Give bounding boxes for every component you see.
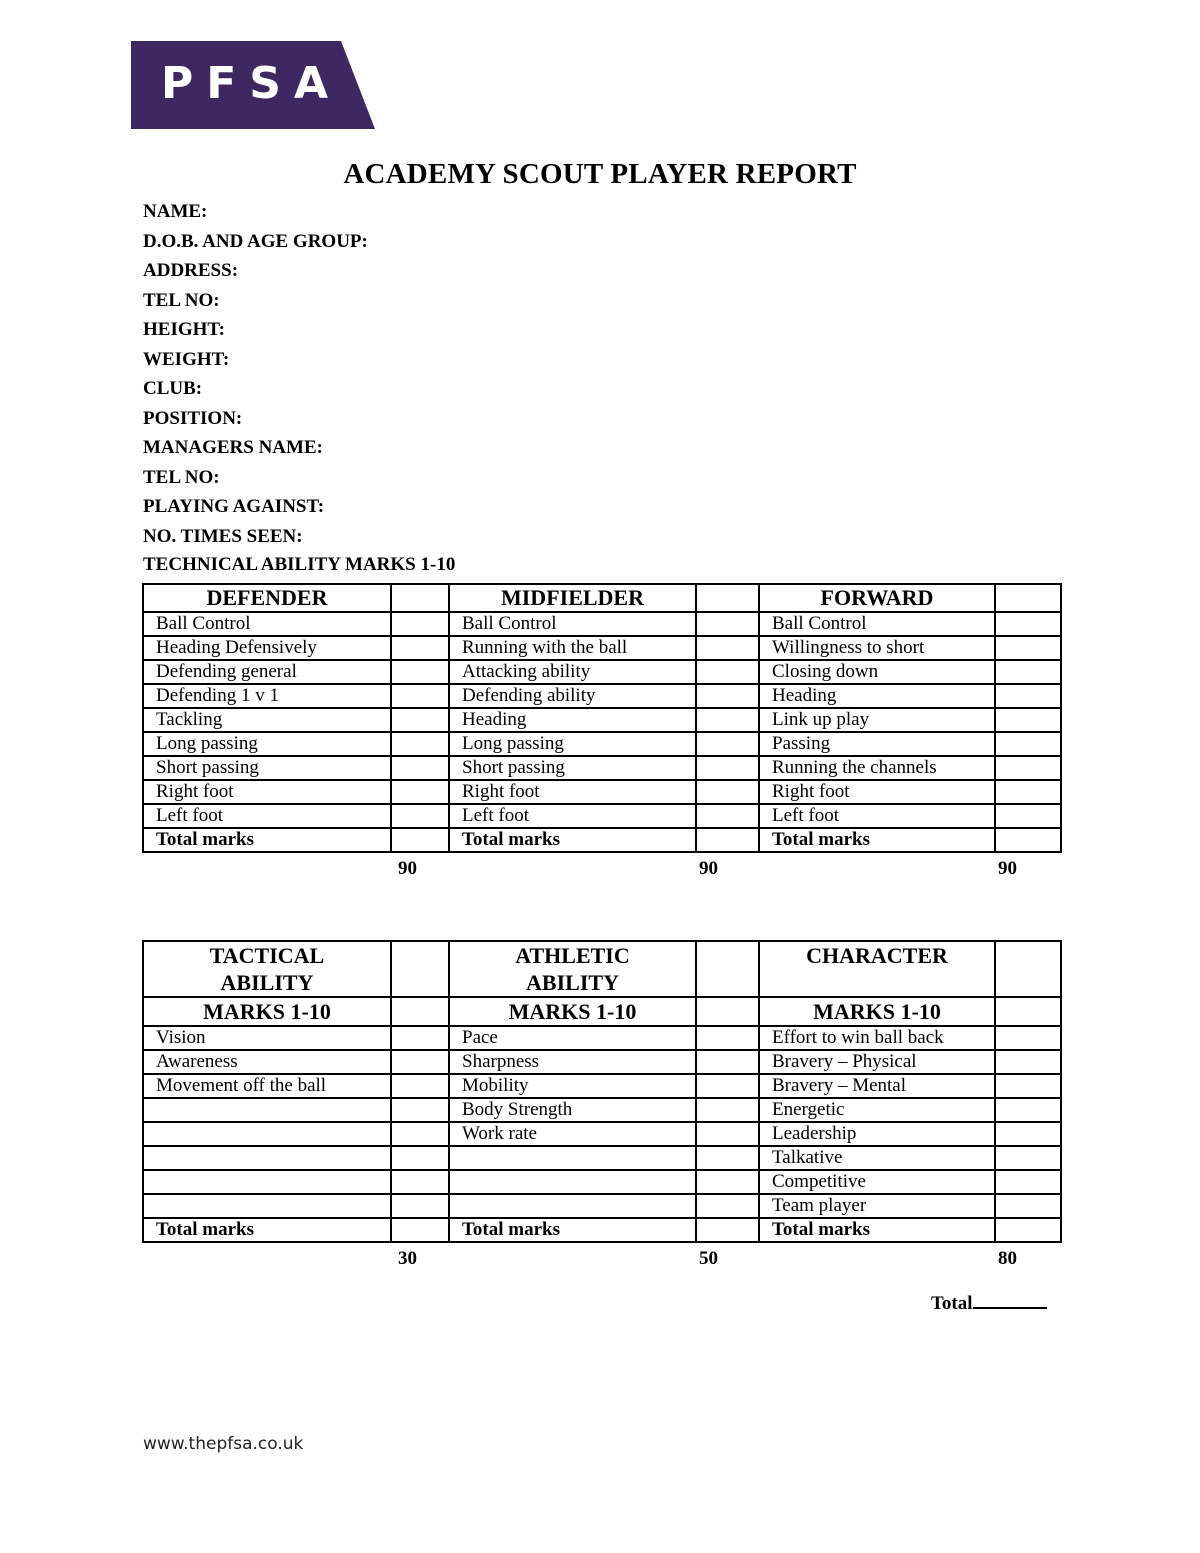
table-row — [143, 1098, 1061, 1122]
criterion-label: Passing — [759, 732, 995, 756]
table-row — [143, 1074, 1061, 1098]
score-cell[interactable] — [696, 1074, 759, 1098]
score-cell[interactable] — [696, 997, 759, 1026]
score-cell[interactable] — [696, 684, 759, 708]
criterion-label: Tackling — [143, 708, 391, 732]
grand-total — [931, 1293, 1047, 1315]
score-cell[interactable] — [391, 780, 449, 804]
criterion-label: Right foot — [759, 780, 995, 804]
criterion-label — [143, 1146, 391, 1170]
total-marks-label: Total marks — [449, 1218, 696, 1242]
criterion-label: Movement off the ball — [143, 1074, 391, 1098]
total-marks-label: Total marks — [759, 828, 995, 852]
score-cell[interactable] — [696, 584, 759, 612]
table-row — [143, 804, 1061, 828]
field-tel-no: TEL NO: — [143, 289, 220, 311]
score-cell[interactable] — [995, 804, 1061, 828]
pfsa-logo — [131, 41, 376, 129]
table-row — [143, 1026, 1061, 1050]
table-row — [143, 1122, 1061, 1146]
max-marks-tactical: 30 — [398, 1248, 417, 1269]
criterion-label: Competitive — [759, 1170, 995, 1194]
criterion-label: Energetic — [759, 1098, 995, 1122]
score-cell[interactable] — [696, 660, 759, 684]
criterion-label: Vision — [143, 1026, 391, 1050]
criterion-label: Defending 1 v 1 — [143, 684, 391, 708]
score-cell[interactable] — [391, 732, 449, 756]
report-title: ACADEMY SCOUT PLAYER REPORT — [343, 158, 857, 190]
technical-ability-table — [142, 583, 1062, 853]
criterion-label: Pace — [449, 1026, 696, 1050]
table-row — [143, 708, 1061, 732]
score-cell[interactable] — [995, 1026, 1061, 1050]
grand-total-blank[interactable] — [973, 1293, 1047, 1309]
header-athletic-ability — [449, 941, 696, 997]
criterion-label: Talkative — [759, 1146, 995, 1170]
header-forward: FORWARD — [759, 584, 995, 612]
criterion-label: Defending general — [143, 660, 391, 684]
table-row — [143, 1146, 1061, 1170]
header-tactical-ability — [143, 941, 391, 997]
field-times-seen: NO. TIMES SEEN: — [143, 525, 303, 547]
criterion-label: Body Strength — [449, 1098, 696, 1122]
criterion-label: Sharpness — [449, 1050, 696, 1074]
total-score-cell[interactable] — [995, 1218, 1061, 1242]
criterion-label — [449, 1170, 696, 1194]
criterion-label: Defending ability — [449, 684, 696, 708]
table-subheader-row — [143, 997, 1061, 1026]
score-cell[interactable] — [995, 941, 1061, 997]
field-position: POSITION: — [143, 407, 243, 429]
score-cell[interactable] — [696, 612, 759, 636]
total-score-cell[interactable] — [995, 828, 1061, 852]
max-marks-forward: 90 — [998, 858, 1017, 879]
score-cell[interactable] — [391, 684, 449, 708]
criterion-label: Ball Control — [143, 612, 391, 636]
score-cell[interactable] — [391, 1050, 449, 1074]
max-marks-athletic: 50 — [699, 1248, 718, 1269]
criterion-label — [449, 1194, 696, 1218]
score-cell[interactable] — [391, 756, 449, 780]
score-cell[interactable] — [391, 1026, 449, 1050]
score-cell[interactable] — [696, 1026, 759, 1050]
score-cell[interactable] — [391, 1098, 449, 1122]
criterion-label: Long passing — [449, 732, 696, 756]
criterion-label — [143, 1194, 391, 1218]
subheader-marks: MARKS 1-10 — [449, 997, 696, 1026]
score-cell[interactable] — [696, 1050, 759, 1074]
criterion-label: Short passing — [449, 756, 696, 780]
score-cell[interactable] — [391, 636, 449, 660]
score-cell[interactable] — [995, 756, 1061, 780]
header-character: CHARACTER — [759, 941, 995, 997]
max-marks-midfielder: 90 — [699, 858, 718, 879]
score-cell[interactable] — [995, 1098, 1061, 1122]
score-cell[interactable] — [696, 1122, 759, 1146]
criterion-label — [143, 1122, 391, 1146]
score-cell[interactable] — [696, 1194, 759, 1218]
score-cell[interactable] — [995, 660, 1061, 684]
criterion-label: Left foot — [143, 804, 391, 828]
field-height: HEIGHT: — [143, 319, 225, 340]
field-weight: WEIGHT: — [143, 348, 230, 370]
score-cell[interactable] — [696, 1098, 759, 1122]
criterion-label: Attacking ability — [449, 660, 696, 684]
score-cell[interactable] — [696, 708, 759, 732]
criterion-label: Closing down — [759, 660, 995, 684]
header-tactical-ability-text: TACTICAL ABILITY — [209, 943, 325, 995]
criterion-label: Left foot — [759, 804, 995, 828]
total-score-cell[interactable] — [391, 1218, 449, 1242]
table-row — [143, 612, 1061, 636]
criterion-label: Heading — [449, 708, 696, 732]
score-cell[interactable] — [995, 1122, 1061, 1146]
score-cell[interactable] — [391, 1074, 449, 1098]
criterion-label: Team player — [759, 1194, 995, 1218]
score-cell[interactable] — [391, 1170, 449, 1194]
other-max-marks-row — [0, 1248, 1200, 1272]
technical-ability-label: TECHNICAL ABILITY MARKS 1-10 — [143, 554, 456, 575]
score-cell[interactable] — [995, 684, 1061, 708]
total-marks-label: Total marks — [759, 1218, 995, 1242]
criterion-label: Right foot — [449, 780, 696, 804]
criterion-label: Willingness to short — [759, 636, 995, 660]
score-cell[interactable] — [696, 941, 759, 997]
criterion-label: Right foot — [143, 780, 391, 804]
score-cell[interactable] — [696, 756, 759, 780]
max-marks-defender: 90 — [398, 858, 417, 879]
criterion-label: Ball Control — [759, 612, 995, 636]
score-cell[interactable] — [391, 1122, 449, 1146]
header-athletic-ability-text: ATHLETIC ABILITY — [515, 943, 630, 995]
total-marks-label: Total marks — [143, 1218, 391, 1242]
subheader-marks: MARKS 1-10 — [759, 997, 995, 1026]
score-cell[interactable] — [391, 997, 449, 1026]
score-cell[interactable] — [995, 780, 1061, 804]
score-cell[interactable] — [995, 584, 1061, 612]
score-cell[interactable] — [995, 1194, 1061, 1218]
table-row — [143, 1050, 1061, 1074]
score-cell[interactable] — [391, 1146, 449, 1170]
max-marks-character: 80 — [998, 1248, 1017, 1269]
total-marks-label: Total marks — [143, 828, 391, 852]
criterion-label: Link up play — [759, 708, 995, 732]
player-info-fields — [143, 197, 368, 551]
total-marks-label: Total marks — [449, 828, 696, 852]
pfsa-logo-text: PFSA — [161, 58, 342, 109]
criterion-label: Leadership — [759, 1122, 995, 1146]
score-cell[interactable] — [995, 1074, 1061, 1098]
score-cell[interactable] — [995, 708, 1061, 732]
score-cell[interactable] — [696, 636, 759, 660]
criterion-label: Running the channels — [759, 756, 995, 780]
score-cell[interactable] — [696, 1146, 759, 1170]
criterion-label: Work rate — [449, 1122, 696, 1146]
field-dob-age-group: D.O.B. AND AGE GROUP: — [143, 230, 368, 252]
table-row — [143, 780, 1061, 804]
table-row — [143, 636, 1061, 660]
score-cell[interactable] — [391, 612, 449, 636]
score-cell[interactable] — [696, 1170, 759, 1194]
table-row — [143, 660, 1061, 684]
table-row — [143, 732, 1061, 756]
total-marks-row — [143, 1218, 1061, 1242]
score-cell[interactable] — [696, 804, 759, 828]
score-cell[interactable] — [391, 660, 449, 684]
score-cell[interactable] — [995, 1050, 1061, 1074]
criterion-label: Effort to win ball back — [759, 1026, 995, 1050]
criterion-label: Mobility — [449, 1074, 696, 1098]
total-score-cell[interactable] — [696, 828, 759, 852]
criterion-label: Heading Defensively — [143, 636, 391, 660]
header-midfielder: MIDFIELDER — [449, 584, 696, 612]
score-cell[interactable] — [995, 636, 1061, 660]
tactical-athletic-character-table — [142, 940, 1062, 1243]
subheader-marks: MARKS 1-10 — [143, 997, 391, 1026]
technical-max-marks-row — [0, 858, 1200, 882]
score-cell[interactable] — [995, 612, 1061, 636]
total-score-cell[interactable] — [391, 828, 449, 852]
criterion-label: Bravery – Physical — [759, 1050, 995, 1074]
score-cell[interactable] — [995, 732, 1061, 756]
criterion-label: Long passing — [143, 732, 391, 756]
score-cell[interactable] — [696, 732, 759, 756]
score-cell[interactable] — [391, 804, 449, 828]
criterion-label: Heading — [759, 684, 995, 708]
score-cell[interactable] — [696, 780, 759, 804]
table-row — [143, 684, 1061, 708]
field-name: NAME: — [143, 201, 208, 222]
field-managers-name: MANAGERS NAME: — [143, 437, 323, 458]
table-header-row — [143, 941, 1061, 997]
field-club: CLUB: — [143, 378, 203, 399]
field-address: ADDRESS: — [143, 260, 239, 281]
criterion-label: Short passing — [143, 756, 391, 780]
score-cell[interactable] — [995, 997, 1061, 1026]
criterion-label: Awareness — [143, 1050, 391, 1074]
table-row — [143, 1170, 1061, 1194]
criterion-label — [449, 1146, 696, 1170]
criterion-label: Running with the ball — [449, 636, 696, 660]
header-defender: DEFENDER — [143, 584, 391, 612]
footer-website: www.thepfsa.co.uk — [143, 1434, 304, 1454]
score-cell[interactable] — [391, 584, 449, 612]
total-score-cell[interactable] — [696, 1218, 759, 1242]
table-row — [143, 756, 1061, 780]
criterion-label: Ball Control — [449, 612, 696, 636]
field-playing-against: PLAYING AGAINST: — [143, 496, 325, 517]
grand-total-label: Total — [931, 1293, 973, 1314]
total-marks-row — [143, 828, 1061, 852]
criterion-label — [143, 1170, 391, 1194]
criterion-label: Left foot — [449, 804, 696, 828]
table-row — [143, 1194, 1061, 1218]
field-manager-tel-no: TEL NO: — [143, 466, 220, 488]
score-cell[interactable] — [391, 708, 449, 732]
score-cell[interactable] — [391, 941, 449, 997]
criterion-label: Bravery – Mental — [759, 1074, 995, 1098]
score-cell[interactable] — [391, 1194, 449, 1218]
criterion-label — [143, 1098, 391, 1122]
score-cell[interactable] — [995, 1146, 1061, 1170]
table-header-row — [143, 584, 1061, 612]
score-cell[interactable] — [995, 1170, 1061, 1194]
